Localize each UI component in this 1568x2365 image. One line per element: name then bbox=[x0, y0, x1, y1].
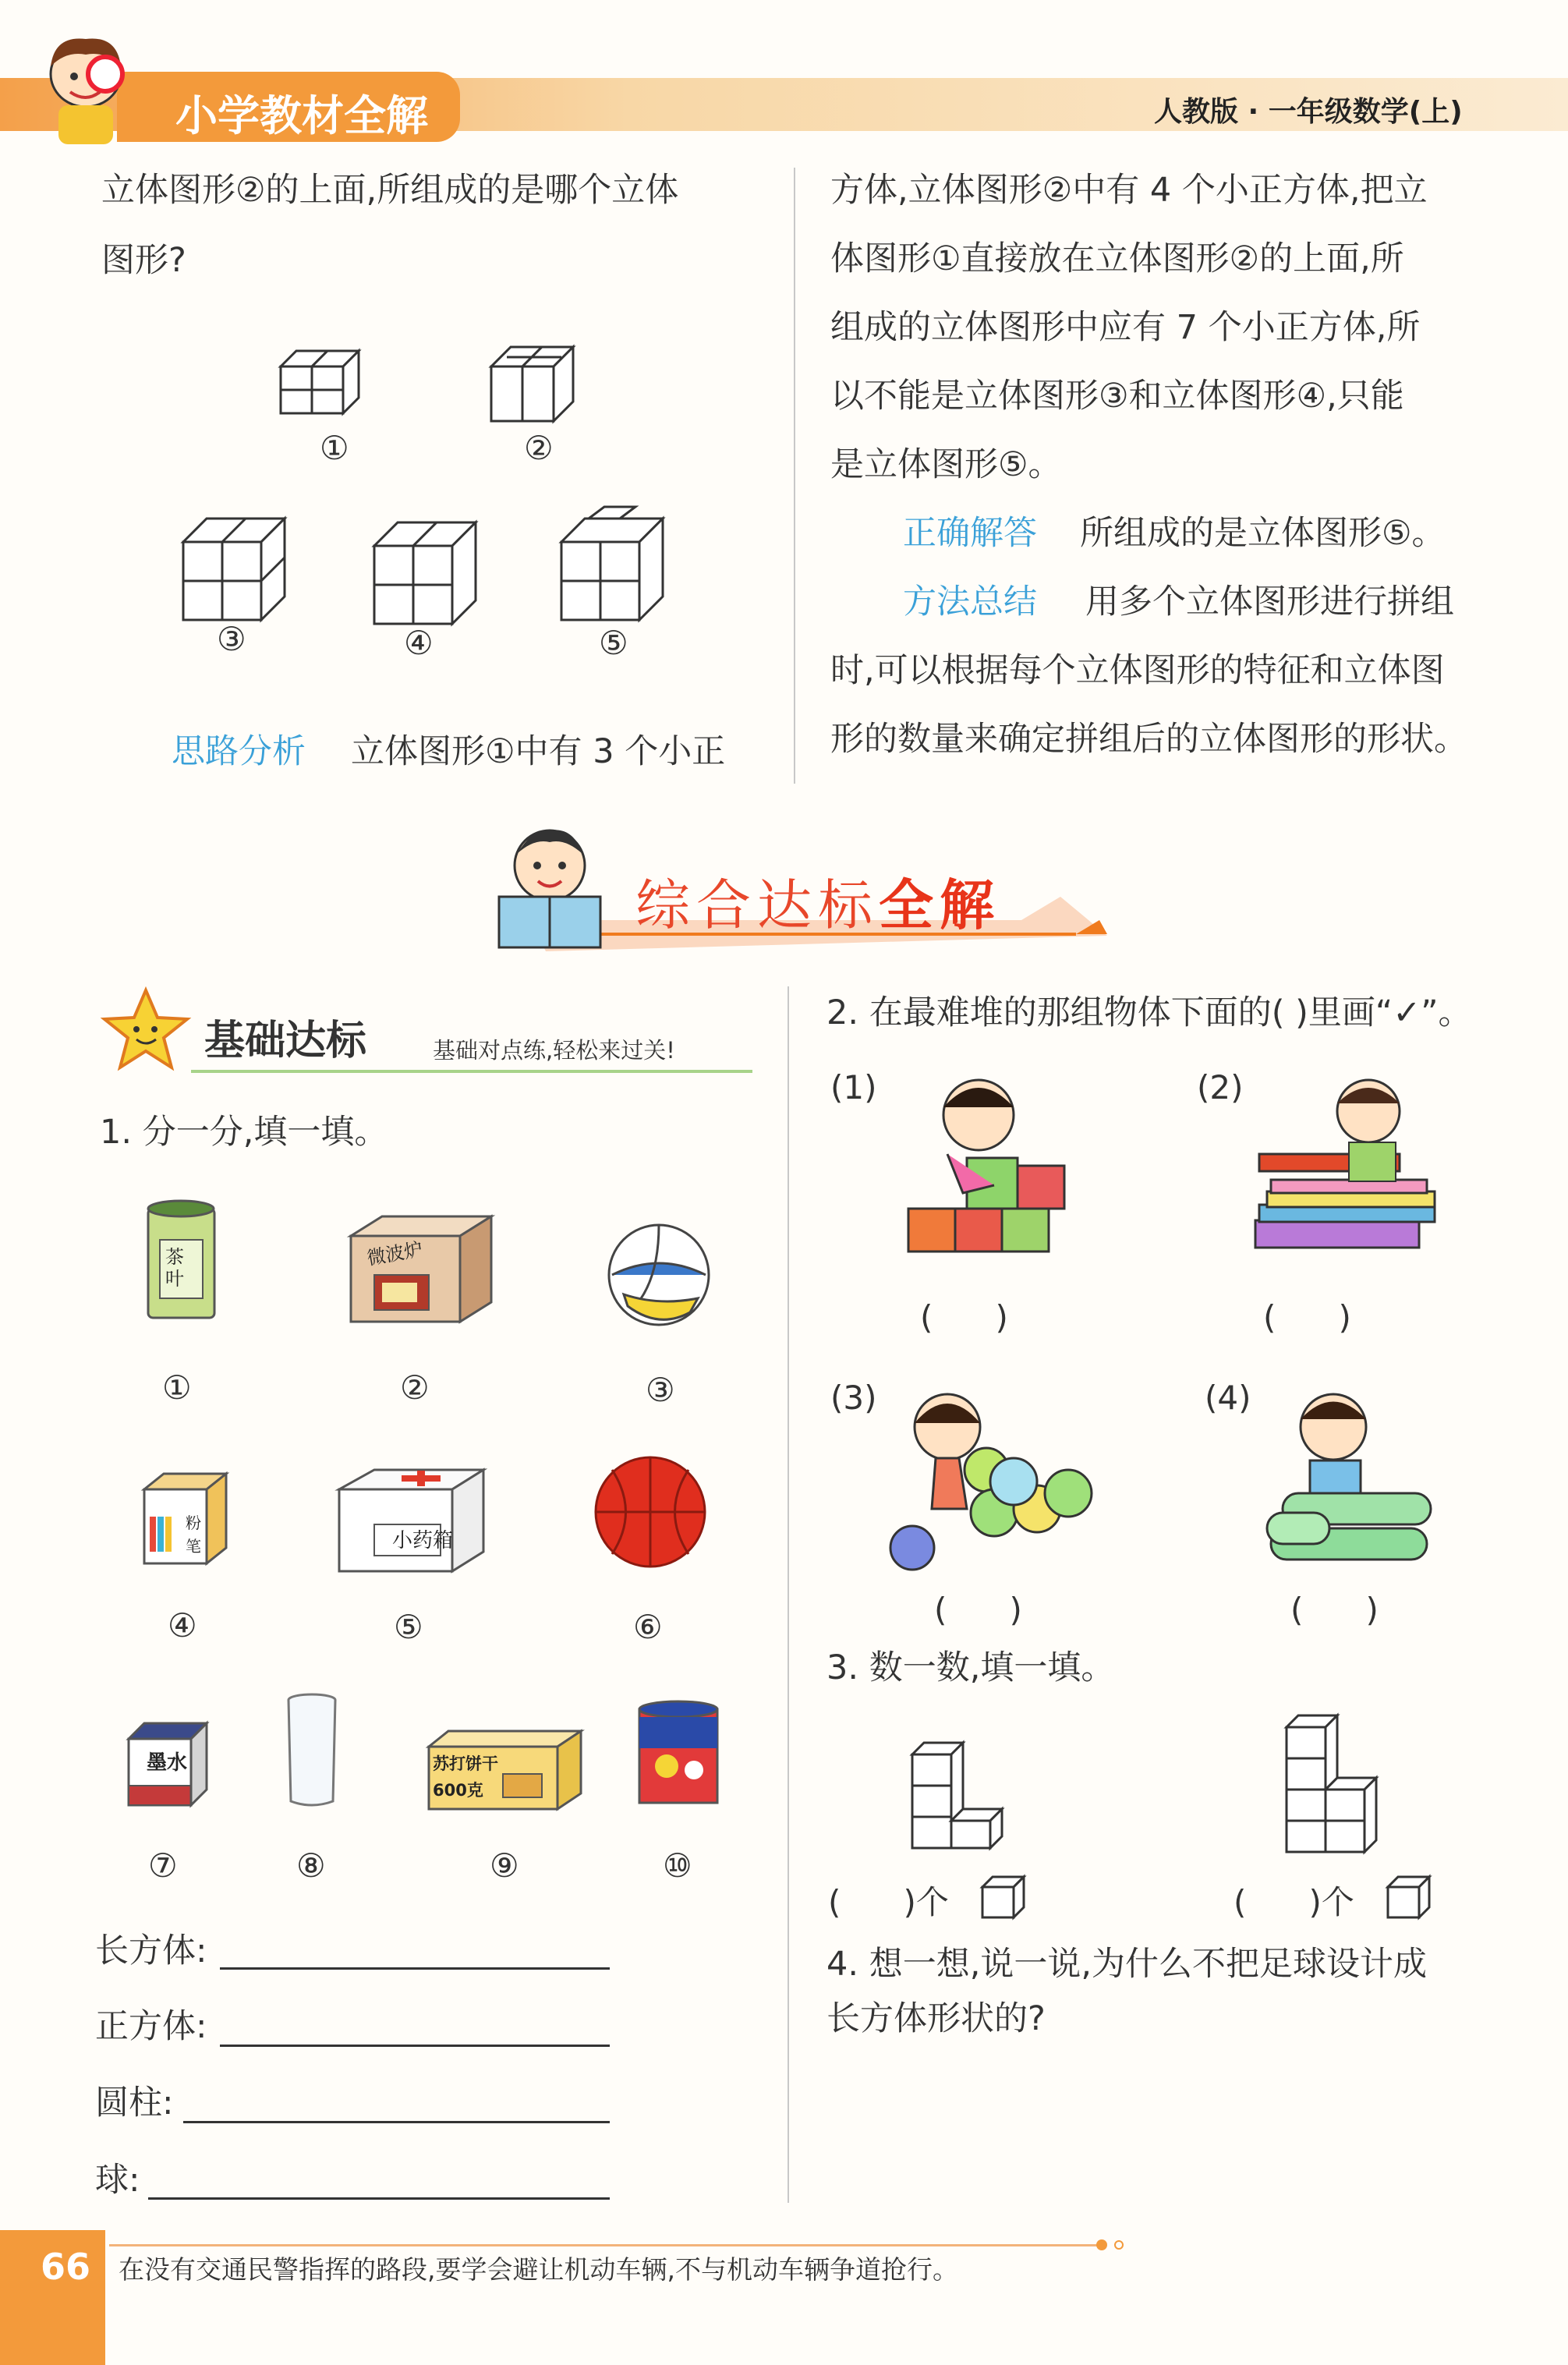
biscuit-box-text: 苏打饼干 600克 bbox=[433, 1754, 498, 1800]
medicine-box-text: 小药箱 bbox=[392, 1529, 454, 1552]
answer-label: 正确解答 bbox=[903, 514, 1037, 553]
q4-line-2: 长方体形状的? bbox=[826, 1999, 1046, 2038]
footer-rule bbox=[109, 2244, 1099, 2246]
analysis-line-5: 是立体图形⑤。 bbox=[830, 445, 1062, 484]
q2-paren-4[interactable]: ( ) bbox=[1290, 1591, 1379, 1629]
method-line-3: 形的数量来确定拼组后的立体图形的形状。 bbox=[830, 720, 1467, 759]
q2-option-3: (3) bbox=[830, 1379, 877, 1417]
reading-kid-icon bbox=[487, 823, 612, 955]
star-icon bbox=[101, 986, 191, 1072]
figure-label-4: ④ bbox=[404, 624, 434, 662]
item-label-5: ⑤ bbox=[394, 1608, 423, 1646]
boy-stacking-boards-icon bbox=[1248, 1068, 1450, 1255]
q2-paren-1[interactable]: ( ) bbox=[920, 1298, 1008, 1337]
method-label: 方法总结 bbox=[903, 582, 1037, 621]
q3-answer-right[interactable]: ( )个 bbox=[1234, 1883, 1354, 1921]
fill-label-cylinder: 圆柱: bbox=[95, 2084, 174, 2122]
method-line-1: 用多个立体图形进行拼组 bbox=[1085, 582, 1454, 621]
section-title bbox=[635, 862, 1000, 940]
item-label-6: ⑥ bbox=[633, 1608, 663, 1646]
q2-paren-3[interactable]: ( ) bbox=[934, 1591, 1022, 1629]
ink-box-text: 墨水 bbox=[147, 1751, 188, 1775]
section-title-bold: 全解 bbox=[879, 873, 1000, 937]
cube-figure-2 bbox=[483, 335, 593, 432]
q2-text: 2. 在最难堆的那组物体下面的( )里画“✓”。 bbox=[826, 993, 1472, 1032]
boy-stacking-cylinders-icon bbox=[1248, 1376, 1450, 1567]
item-label-2: ② bbox=[400, 1368, 430, 1407]
q3-answer-left[interactable]: ( )个 bbox=[828, 1883, 949, 1921]
page-number: 66 bbox=[41, 2246, 91, 2288]
fill-label-cube: 正方体: bbox=[95, 2007, 207, 2046]
item-label-7: ⑦ bbox=[148, 1846, 178, 1885]
figure-label-5: ⑤ bbox=[599, 624, 628, 662]
item-label-8: ⑧ bbox=[296, 1846, 326, 1885]
q1-text: 1. 分一分,填一填。 bbox=[100, 1113, 388, 1152]
basic-subtitle: 基础对点练,轻松来过关! bbox=[433, 1037, 675, 1064]
girl-stacking-boxes-icon bbox=[893, 1068, 1088, 1255]
method-line-2: 时,可以根据每个立体图形的特征和立体图 bbox=[830, 651, 1445, 690]
question-line-1: 立体图形②的上面,所组成的是哪个立体 bbox=[101, 171, 679, 210]
medicine-box-icon bbox=[335, 1466, 487, 1575]
fill-blank-cube[interactable] bbox=[220, 2045, 610, 2047]
fill-label-sphere: 球: bbox=[95, 2161, 140, 2200]
figure-label-1: ① bbox=[320, 429, 349, 467]
volleyball-icon bbox=[604, 1220, 713, 1329]
cube-figure-5 bbox=[557, 507, 667, 627]
basic-title: 基础达标 bbox=[204, 1018, 367, 1064]
snack-can-icon bbox=[635, 1700, 721, 1809]
cube-figure-4 bbox=[370, 519, 480, 631]
analysis-line-4: 以不能是立体图形③和立体图形④,只能 bbox=[830, 377, 1404, 416]
item-label-3: ③ bbox=[646, 1371, 675, 1409]
figure-label-2: ② bbox=[524, 429, 554, 467]
lower-column-divider bbox=[788, 986, 789, 2203]
item-label-1: ① bbox=[162, 1368, 192, 1407]
glass-cup-icon bbox=[285, 1692, 339, 1809]
girl-stacking-balls-icon bbox=[877, 1380, 1095, 1571]
fill-blank-cuboid[interactable] bbox=[220, 1967, 610, 1970]
analysis-line-2: 体图形①直接放在立体图形②的上面,所 bbox=[830, 239, 1404, 278]
microwave-box-icon bbox=[343, 1213, 499, 1329]
tea-can-text: 茶叶 bbox=[165, 1246, 184, 1290]
question-line-2: 图形? bbox=[101, 241, 186, 280]
q3-figure-left bbox=[897, 1723, 1006, 1859]
book-title: 小学教材全解 bbox=[175, 91, 428, 140]
cube-figure-1 bbox=[273, 335, 382, 424]
mascot-icon bbox=[31, 31, 140, 148]
microwave-box-text: 微波炉 bbox=[365, 1237, 425, 1270]
cube-figure-3 bbox=[179, 515, 288, 627]
figure-label-3: ③ bbox=[217, 620, 246, 658]
q2-paren-2[interactable]: ( ) bbox=[1263, 1298, 1351, 1337]
footer-tip: 在没有交通民警指挥的路段,要学会避让机动车辆,不与机动车辆争道抢行。 bbox=[119, 2254, 958, 2285]
q3-text: 3. 数一数,填一填。 bbox=[826, 1648, 1115, 1687]
answer-text: 所组成的是立体图形⑤。 bbox=[1080, 514, 1446, 553]
column-divider bbox=[794, 168, 795, 784]
analysis-line-3: 组成的立体图形中应有 7 个小正方体,所 bbox=[830, 308, 1421, 347]
item-label-9: ⑨ bbox=[490, 1846, 519, 1885]
item-label-10: ⑩ bbox=[663, 1846, 692, 1885]
fill-blank-sphere[interactable] bbox=[148, 2197, 610, 2200]
q2-option-1: (1) bbox=[830, 1068, 877, 1106]
q4-line-1: 4. 想一想,说一说,为什么不把足球设计成 bbox=[826, 1945, 1428, 1984]
basic-underline bbox=[191, 1070, 752, 1073]
q2-option-4: (4) bbox=[1205, 1379, 1251, 1417]
basketball-icon bbox=[593, 1454, 708, 1570]
analysis-line-1: 方体,立体图形②中有 4 个小正方体,把立 bbox=[830, 171, 1428, 210]
edition-label: 人教版 · 一年级数学(上) bbox=[1154, 96, 1463, 128]
item-label-4: ④ bbox=[168, 1606, 197, 1645]
analysis-label: 思路分析 bbox=[172, 732, 306, 771]
q2-option-2: (2) bbox=[1197, 1068, 1244, 1106]
small-cube-icon bbox=[979, 1873, 1029, 1920]
section-title-plain: 综合达标 bbox=[635, 873, 879, 937]
fill-label-cuboid: 长方体: bbox=[95, 1931, 207, 1970]
chalk-box-text: 粉笔 bbox=[186, 1514, 201, 1556]
fill-blank-cylinder[interactable] bbox=[183, 2121, 610, 2123]
q3-figure-right bbox=[1279, 1704, 1380, 1863]
footer-dots bbox=[1095, 2238, 1142, 2252]
analysis-start: 立体图形①中有 3 个小正 bbox=[351, 732, 726, 771]
small-cube-icon-2 bbox=[1384, 1873, 1435, 1920]
